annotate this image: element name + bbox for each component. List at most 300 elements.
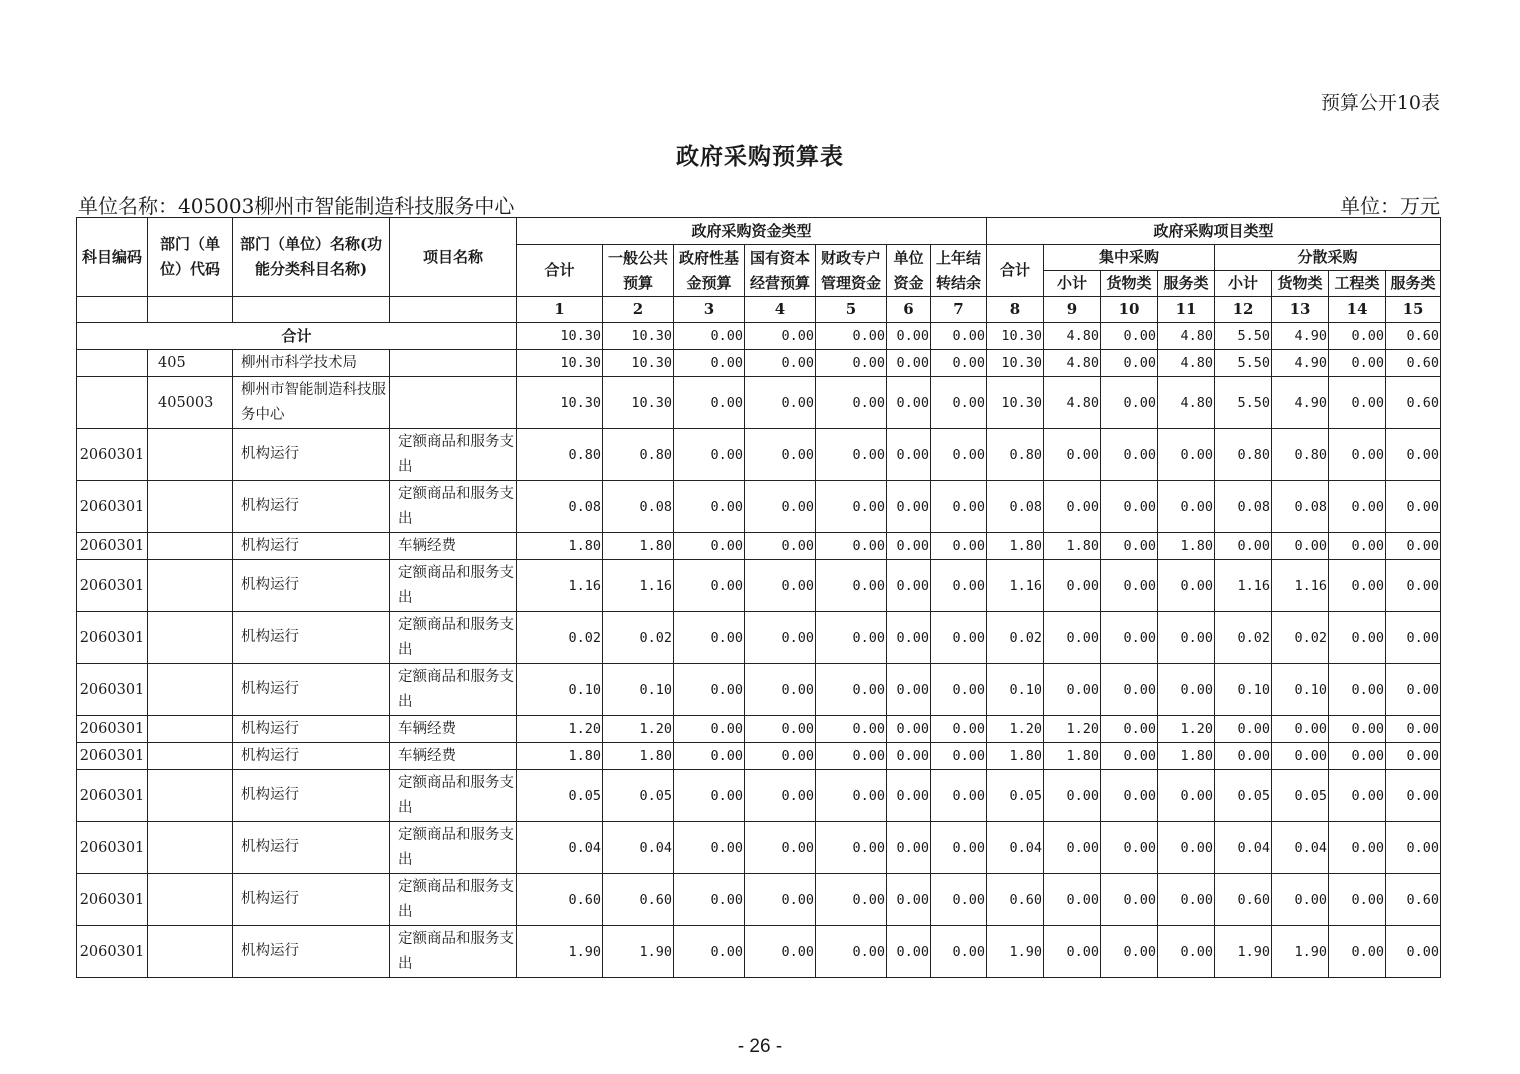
value-cell: 1.80	[1044, 743, 1101, 770]
value-cell: 0.00	[745, 874, 816, 926]
value-cell: 0.00	[1386, 770, 1441, 822]
value-cell: 0.00	[1101, 822, 1158, 874]
total-value: 0.00	[1329, 323, 1386, 350]
value-cell: 0.80	[1272, 429, 1329, 481]
value-cell: 0.00	[745, 926, 816, 978]
value-cell: 0.00	[887, 350, 931, 377]
column-number: 3	[674, 297, 745, 323]
value-cell: 0.00	[1329, 612, 1386, 664]
total-row	[77, 323, 1441, 350]
value-cell: 0.05	[987, 770, 1044, 822]
value-cell: 0.00	[887, 874, 931, 926]
header-dispersed-project: 工程类	[1329, 271, 1386, 297]
value-cell: 0.00	[887, 560, 931, 612]
value-cell: 0.00	[816, 481, 887, 533]
value-cell: 0.02	[1272, 612, 1329, 664]
total-value: 10.30	[603, 323, 674, 350]
dept-code-cell	[148, 429, 233, 481]
value-cell: 0.00	[1044, 560, 1101, 612]
table-row	[77, 481, 1441, 533]
total-value: 10.30	[517, 323, 603, 350]
value-cell: 0.00	[1101, 874, 1158, 926]
value-cell: 0.05	[1215, 770, 1272, 822]
value-cell: 0.00	[674, 770, 745, 822]
value-cell: 1.20	[517, 716, 603, 743]
value-cell: 0.00	[931, 664, 987, 716]
project-name-cell	[390, 377, 517, 429]
value-cell: 0.80	[517, 429, 603, 481]
project-name-cell: 定额商品和服务支出	[390, 664, 517, 716]
value-cell: 1.20	[1044, 716, 1101, 743]
value-cell: 0.00	[1329, 743, 1386, 770]
value-cell: 0.00	[674, 612, 745, 664]
header-subject-code: 科目编码	[77, 218, 148, 297]
value-cell: 0.00	[745, 743, 816, 770]
total-value: 0.00	[887, 323, 931, 350]
dept-name-cell: 机构运行	[233, 533, 390, 560]
value-cell: 0.00	[816, 743, 887, 770]
value-cell: 0.00	[1101, 377, 1158, 429]
value-cell: 0.00	[1044, 874, 1101, 926]
value-cell: 0.00	[887, 822, 931, 874]
header-total-2: 合计	[987, 245, 1044, 297]
column-number: 15	[1386, 297, 1441, 323]
header-project-group: 政府采购项目类型	[987, 218, 1441, 245]
column-number: 7	[931, 297, 987, 323]
value-cell: 0.02	[517, 612, 603, 664]
value-cell: 0.00	[931, 429, 987, 481]
total-value: 0.00	[745, 323, 816, 350]
value-cell: 0.00	[745, 612, 816, 664]
value-cell: 0.00	[887, 377, 931, 429]
value-cell: 0.80	[603, 429, 674, 481]
value-cell: 0.00	[887, 429, 931, 481]
table-row	[77, 716, 1441, 743]
value-cell: 0.00	[1272, 716, 1329, 743]
value-cell: 0.04	[517, 822, 603, 874]
total-value: 0.00	[674, 323, 745, 350]
value-cell: 0.00	[887, 770, 931, 822]
value-cell: 0.00	[816, 429, 887, 481]
value-cell: 0.00	[1158, 481, 1215, 533]
page-number: - 26 -	[737, 1036, 783, 1057]
header-dept-name: 部门（单位）名称(功能分类科目名称)	[233, 218, 390, 297]
value-cell: 1.16	[517, 560, 603, 612]
value-cell: 0.00	[1101, 560, 1158, 612]
value-cell: 0.00	[674, 664, 745, 716]
value-cell: 0.00	[1044, 926, 1101, 978]
value-cell: 0.00	[816, 926, 887, 978]
dept-code-cell	[148, 874, 233, 926]
value-cell: 10.30	[603, 377, 674, 429]
value-cell: 0.00	[1386, 533, 1441, 560]
value-cell: 0.00	[887, 926, 931, 978]
dept-name-cell: 柳州市科学技术局	[233, 350, 390, 377]
total-value: 10.30	[987, 323, 1044, 350]
value-cell: 0.00	[674, 533, 745, 560]
value-cell: 0.00	[1101, 743, 1158, 770]
value-cell: 0.00	[674, 874, 745, 926]
table-row	[77, 377, 1441, 429]
subject-code-cell: 2060301	[77, 874, 148, 926]
column-number: 5	[816, 297, 887, 323]
value-cell: 0.00	[931, 560, 987, 612]
value-cell: 0.00	[887, 533, 931, 560]
value-cell: 0.00	[1101, 429, 1158, 481]
value-cell: 0.00	[1101, 350, 1158, 377]
value-cell: 0.00	[1158, 926, 1215, 978]
value-cell: 0.00	[1386, 429, 1441, 481]
header-central-service: 服务类	[1158, 271, 1215, 297]
value-cell: 0.08	[987, 481, 1044, 533]
value-cell: 0.00	[1386, 822, 1441, 874]
value-cell: 0.00	[1215, 533, 1272, 560]
total-value: 4.80	[1044, 323, 1101, 350]
value-cell: 1.90	[517, 926, 603, 978]
table-row	[77, 874, 1441, 926]
currency-unit: 单位：万元	[1340, 194, 1440, 218]
value-cell: 0.00	[1101, 770, 1158, 822]
value-cell: 0.00	[931, 822, 987, 874]
value-cell: 0.05	[603, 770, 674, 822]
value-cell: 1.16	[1215, 560, 1272, 612]
table-tag: 预算公开10表	[1320, 92, 1440, 114]
header-dispersed-service: 服务类	[1386, 271, 1441, 297]
dept-code-cell: 405003	[148, 377, 233, 429]
column-number: 2	[603, 297, 674, 323]
subject-code-cell: 2060301	[77, 560, 148, 612]
value-cell: 0.10	[517, 664, 603, 716]
table-row	[77, 612, 1441, 664]
value-cell: 0.00	[1044, 770, 1101, 822]
header-state-capital: 国有资本经营预算	[745, 245, 816, 297]
value-cell: 0.00	[1329, 770, 1386, 822]
value-cell: 0.08	[1272, 481, 1329, 533]
value-cell: 0.00	[674, 560, 745, 612]
value-cell: 0.00	[1101, 926, 1158, 978]
value-cell: 0.05	[1272, 770, 1329, 822]
header-general-public: 一般公共预算	[603, 245, 674, 297]
value-cell: 10.30	[987, 350, 1044, 377]
value-cell: 1.80	[987, 743, 1044, 770]
value-cell: 0.00	[931, 716, 987, 743]
table-row	[77, 429, 1441, 481]
dept-code-cell	[148, 822, 233, 874]
value-cell: 1.90	[1272, 926, 1329, 978]
dept-code-cell	[148, 926, 233, 978]
subject-code-cell: 2060301	[77, 716, 148, 743]
table-row	[77, 560, 1441, 612]
value-cell: 0.00	[1386, 926, 1441, 978]
value-cell: 0.00	[1329, 560, 1386, 612]
value-cell: 1.80	[517, 533, 603, 560]
subject-code-cell: 2060301	[77, 664, 148, 716]
value-cell: 0.00	[1329, 874, 1386, 926]
header-dept-code: 部门（单位）代码	[148, 218, 233, 297]
value-cell: 0.00	[931, 926, 987, 978]
total-value: 0.60	[1386, 323, 1441, 350]
value-cell: 1.20	[1158, 716, 1215, 743]
value-cell: 0.00	[1386, 560, 1441, 612]
value-cell: 0.00	[745, 533, 816, 560]
value-cell: 4.90	[1272, 350, 1329, 377]
column-number: 12	[1215, 297, 1272, 323]
value-cell: 0.00	[1044, 481, 1101, 533]
total-value: 0.00	[1101, 323, 1158, 350]
dept-name-cell: 机构运行	[233, 560, 390, 612]
dept-name-cell: 机构运行	[233, 612, 390, 664]
subject-code-cell: 2060301	[77, 429, 148, 481]
project-name-cell: 定额商品和服务支出	[390, 926, 517, 978]
value-cell: 0.08	[603, 481, 674, 533]
value-cell: 0.00	[674, 822, 745, 874]
value-cell: 0.00	[816, 664, 887, 716]
page-title: 政府采购预算表	[676, 143, 844, 170]
value-cell: 0.00	[816, 533, 887, 560]
value-cell: 0.00	[1101, 612, 1158, 664]
value-cell: 0.00	[931, 874, 987, 926]
value-cell: 0.00	[1329, 822, 1386, 874]
project-name-cell	[390, 350, 517, 377]
table-row	[77, 770, 1441, 822]
value-cell: 4.90	[1272, 377, 1329, 429]
value-cell: 0.00	[745, 560, 816, 612]
value-cell: 0.00	[1329, 429, 1386, 481]
table-row	[77, 664, 1441, 716]
subject-code-cell	[77, 350, 148, 377]
subject-code-cell: 2060301	[77, 743, 148, 770]
value-cell: 0.02	[987, 612, 1044, 664]
value-cell: 0.10	[603, 664, 674, 716]
column-number: 4	[745, 297, 816, 323]
value-cell: 0.08	[1215, 481, 1272, 533]
value-cell: 0.02	[603, 612, 674, 664]
value-cell: 0.00	[745, 822, 816, 874]
dept-name-cell: 机构运行	[233, 429, 390, 481]
column-number: 9	[1044, 297, 1101, 323]
value-cell: 0.00	[1101, 664, 1158, 716]
value-cell: 1.80	[1158, 533, 1215, 560]
value-cell: 0.10	[1215, 664, 1272, 716]
value-cell: 0.00	[745, 716, 816, 743]
value-cell: 1.80	[1158, 743, 1215, 770]
column-number: 13	[1272, 297, 1329, 323]
value-cell: 10.30	[987, 377, 1044, 429]
value-cell: 0.00	[1386, 743, 1441, 770]
dept-name-cell: 柳州市智能制造科技服务中心	[233, 377, 390, 429]
value-cell: 4.80	[1158, 350, 1215, 377]
dept-name-cell: 机构运行	[233, 822, 390, 874]
value-cell: 0.00	[674, 926, 745, 978]
column-number: 10	[1101, 297, 1158, 323]
value-cell: 0.00	[674, 481, 745, 533]
project-name-cell: 车辆经费	[390, 716, 517, 743]
value-cell: 0.00	[745, 429, 816, 481]
project-name-cell: 定额商品和服务支出	[390, 429, 517, 481]
value-cell: 1.90	[1215, 926, 1272, 978]
value-cell: 0.00	[674, 377, 745, 429]
value-cell: 1.16	[603, 560, 674, 612]
dept-name-cell: 机构运行	[233, 743, 390, 770]
value-cell: 0.00	[1044, 612, 1101, 664]
column-number: 1	[517, 297, 603, 323]
value-cell: 0.00	[1272, 743, 1329, 770]
value-cell: 0.00	[1158, 664, 1215, 716]
dept-name-cell: 机构运行	[233, 716, 390, 743]
unit-name: 单位名称：405003柳州市智能制造科技服务中心	[78, 194, 515, 218]
dept-name-cell: 机构运行	[233, 664, 390, 716]
value-cell: 0.00	[931, 770, 987, 822]
value-cell: 1.90	[603, 926, 674, 978]
value-cell: 0.00	[745, 770, 816, 822]
value-cell: 1.80	[517, 743, 603, 770]
value-cell: 0.04	[1215, 822, 1272, 874]
column-number: 8	[987, 297, 1044, 323]
column-number-row	[77, 297, 1441, 323]
value-cell: 0.60	[1215, 874, 1272, 926]
value-cell: 0.10	[1272, 664, 1329, 716]
dept-code-cell	[148, 533, 233, 560]
value-cell: 0.00	[1329, 377, 1386, 429]
value-cell: 0.00	[745, 481, 816, 533]
value-cell: 0.00	[745, 664, 816, 716]
value-cell: 0.00	[816, 377, 887, 429]
value-cell: 0.00	[887, 664, 931, 716]
value-cell: 0.00	[1386, 481, 1441, 533]
dept-name-cell: 机构运行	[233, 770, 390, 822]
dept-code-cell	[148, 716, 233, 743]
value-cell: 0.00	[1272, 533, 1329, 560]
value-cell: 0.00	[931, 481, 987, 533]
value-cell: 0.60	[1386, 874, 1441, 926]
table-row	[77, 926, 1441, 978]
value-cell: 0.60	[603, 874, 674, 926]
value-cell: 0.00	[1158, 612, 1215, 664]
value-cell: 0.05	[517, 770, 603, 822]
value-cell: 1.16	[987, 560, 1044, 612]
total-value: 5.50	[1215, 323, 1272, 350]
value-cell: 4.80	[1158, 377, 1215, 429]
value-cell: 0.00	[674, 350, 745, 377]
project-name-cell: 定额商品和服务支出	[390, 560, 517, 612]
header-dispersed-goods: 货物类	[1272, 271, 1329, 297]
value-cell: 0.00	[816, 874, 887, 926]
value-cell: 1.80	[987, 533, 1044, 560]
value-cell: 0.00	[887, 743, 931, 770]
value-cell: 0.00	[674, 743, 745, 770]
value-cell: 0.02	[1215, 612, 1272, 664]
header-central: 集中采购	[1044, 245, 1215, 271]
value-cell: 1.16	[1272, 560, 1329, 612]
value-cell: 0.00	[887, 612, 931, 664]
value-cell: 10.30	[517, 350, 603, 377]
value-cell: 0.00	[1329, 533, 1386, 560]
dept-name-cell: 机构运行	[233, 481, 390, 533]
value-cell: 0.00	[1386, 716, 1441, 743]
dept-code-cell	[148, 770, 233, 822]
header-total: 合计	[517, 245, 603, 297]
value-cell: 0.00	[674, 429, 745, 481]
header-dispersed: 分散采购	[1215, 245, 1441, 271]
project-name-cell: 定额商品和服务支出	[390, 612, 517, 664]
value-cell: 10.30	[603, 350, 674, 377]
dept-name-cell: 机构运行	[233, 874, 390, 926]
dept-code-cell	[148, 664, 233, 716]
value-cell: 0.00	[816, 822, 887, 874]
subject-code-cell: 2060301	[77, 612, 148, 664]
value-cell: 0.00	[1044, 664, 1101, 716]
value-cell: 0.00	[1215, 716, 1272, 743]
header-dispersed-subtotal: 小计	[1215, 271, 1272, 297]
value-cell: 0.00	[1329, 926, 1386, 978]
header-project-name: 项目名称	[390, 218, 517, 297]
value-cell: 0.00	[1101, 716, 1158, 743]
column-number: 6	[887, 297, 931, 323]
value-cell: 1.80	[603, 743, 674, 770]
value-cell: 0.00	[931, 377, 987, 429]
value-cell: 0.00	[1329, 481, 1386, 533]
header-central-goods: 货物类	[1101, 271, 1158, 297]
value-cell: 0.04	[1272, 822, 1329, 874]
value-cell: 0.60	[987, 874, 1044, 926]
value-cell: 0.00	[1101, 533, 1158, 560]
value-cell: 1.20	[603, 716, 674, 743]
subject-code-cell: 2060301	[77, 533, 148, 560]
value-cell: 0.00	[1215, 743, 1272, 770]
value-cell: 0.00	[816, 612, 887, 664]
value-cell: 0.00	[1158, 770, 1215, 822]
value-cell: 1.80	[1044, 533, 1101, 560]
subject-code-cell: 2060301	[77, 481, 148, 533]
value-cell: 0.80	[987, 429, 1044, 481]
header-fund-group: 政府采购资金类型	[517, 218, 987, 245]
value-cell: 0.00	[816, 560, 887, 612]
dept-code-cell: 405	[148, 350, 233, 377]
header-gov-fund: 政府性基金预算	[674, 245, 745, 297]
value-cell: 0.04	[603, 822, 674, 874]
value-cell: 0.10	[987, 664, 1044, 716]
header-unit-fund: 单位资金	[887, 245, 931, 297]
value-cell: 0.00	[1158, 874, 1215, 926]
value-cell: 0.00	[816, 716, 887, 743]
value-cell: 0.60	[1386, 377, 1441, 429]
value-cell: 0.00	[1386, 664, 1441, 716]
value-cell: 0.00	[816, 350, 887, 377]
project-name-cell: 车辆经费	[390, 743, 517, 770]
value-cell: 0.00	[674, 716, 745, 743]
value-cell: 0.00	[1329, 350, 1386, 377]
column-number: 11	[1158, 297, 1215, 323]
subject-code-cell: 2060301	[77, 822, 148, 874]
value-cell: 0.08	[517, 481, 603, 533]
value-cell: 0.00	[816, 770, 887, 822]
value-cell: 0.00	[745, 377, 816, 429]
total-value: 4.80	[1158, 323, 1215, 350]
project-name-cell: 定额商品和服务支出	[390, 770, 517, 822]
dept-code-cell	[148, 481, 233, 533]
total-value: 4.90	[1272, 323, 1329, 350]
total-value: 0.00	[816, 323, 887, 350]
value-cell: 4.80	[1044, 350, 1101, 377]
total-label: 合计	[77, 323, 517, 350]
subject-code-cell: 2060301	[77, 926, 148, 978]
value-cell: 0.00	[931, 612, 987, 664]
value-cell: 0.00	[931, 533, 987, 560]
header-carryover: 上年结转结余	[931, 245, 987, 297]
value-cell: 0.80	[1215, 429, 1272, 481]
dept-code-cell	[148, 743, 233, 770]
value-cell: 0.00	[745, 350, 816, 377]
